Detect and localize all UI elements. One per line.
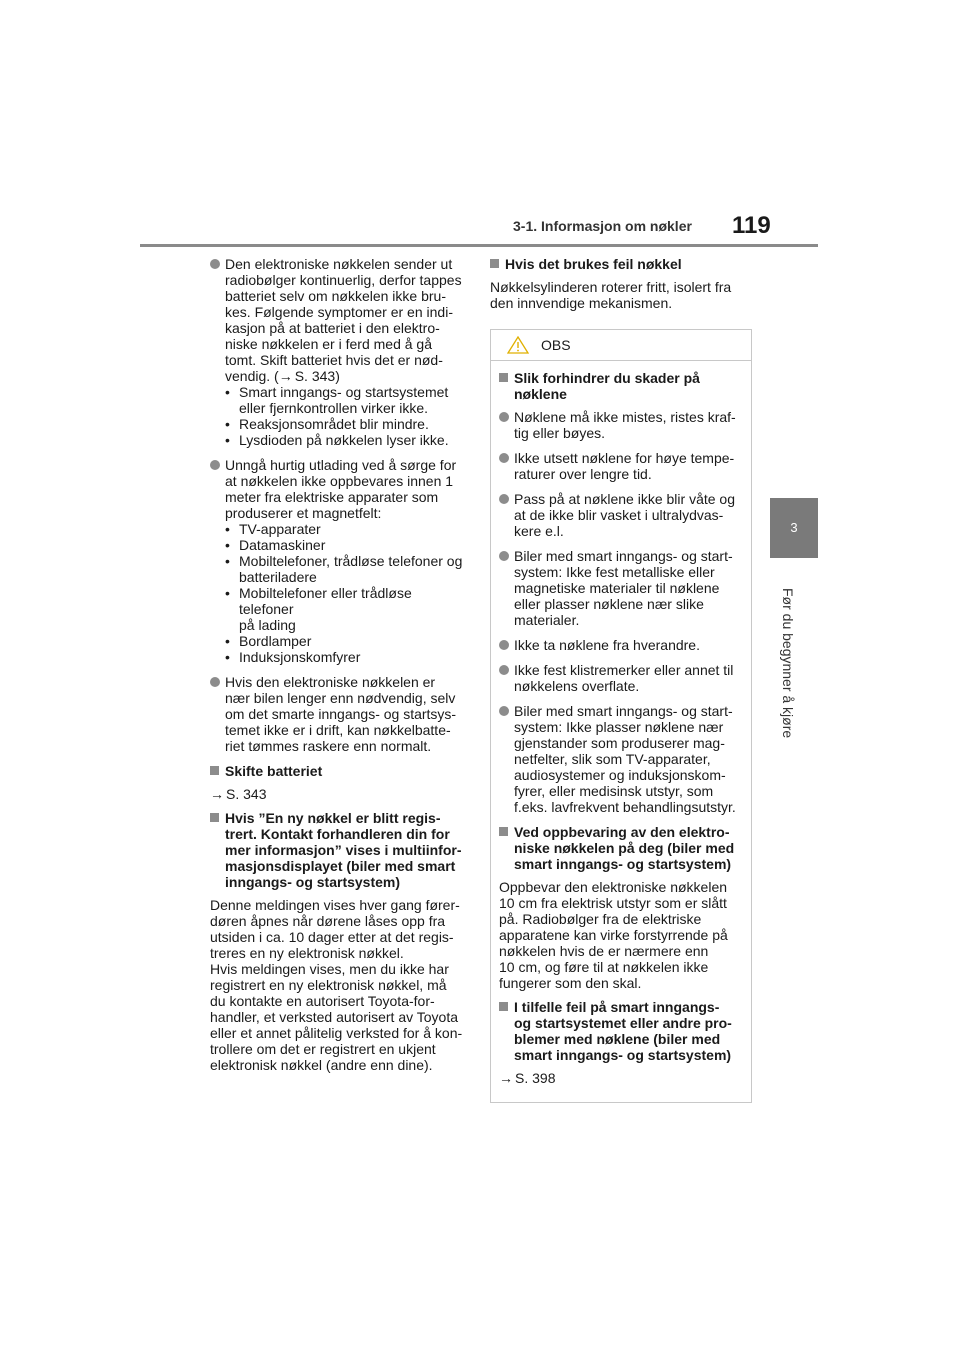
text-line: Nøkkelsylinderen roterer fritt, isolert fra	[490, 279, 732, 295]
text-line: masjonsdisplayet (biler med smart	[225, 858, 456, 874]
bullet-point-icon: •	[225, 537, 230, 553]
bullet-point-icon: •	[225, 649, 230, 665]
text-line: Skifte batteriet	[225, 763, 323, 779]
chapter-title: Før du begynner å kjøre	[780, 588, 796, 739]
arrow-icon: →	[499, 1070, 513, 1086]
text-line: meter fra elektriske apparater som	[225, 489, 439, 505]
text-line: eller fjernkontrollen virker ikke.	[239, 400, 429, 416]
text-line: Biler med smart inngangs- og start-	[514, 548, 733, 564]
text-line: system: Ikke plasser nøklene nær	[514, 719, 724, 735]
text-line: 10 cm, og føre til at nøkkelen ikke	[499, 959, 709, 975]
bullet-avoid-discharge	[210, 457, 468, 665]
text-line: niske nøkkelen på deg (biler med	[514, 840, 735, 856]
text-line: på. Radiobølger fra de elektriske	[499, 911, 702, 927]
text-line: og startsystemet eller andre pro-	[514, 1015, 732, 1031]
page-number: 119	[732, 212, 771, 239]
text-line: fyrer, eller medisinsk utstyr, som	[514, 783, 714, 799]
bullet-point-icon: •	[225, 416, 230, 432]
left-column	[210, 256, 468, 1081]
bullet-dot-icon	[210, 259, 220, 269]
list-item	[225, 432, 468, 448]
text-line: kasjon på at batteriet i den elektro-	[225, 320, 440, 336]
bullet-dot-icon	[499, 494, 509, 504]
bullet-dot-icon	[499, 453, 509, 463]
text-line: Mobiltelefoner, trådløse telefoner og	[239, 553, 463, 569]
bullet-point-icon: •	[225, 553, 230, 569]
bullet-point-icon: •	[225, 633, 230, 649]
list-item	[225, 633, 468, 649]
bullet-point-icon: •	[225, 384, 230, 400]
text-line: Oppbevar den elektroniske nøkkelen	[499, 879, 728, 895]
section-title: 3-1. Informasjon om nøkler	[513, 218, 692, 234]
square-marker-icon	[499, 373, 508, 382]
text-line: f.eks. lavfrekvent behandlingsutstyr.	[514, 799, 736, 815]
list-item	[225, 553, 468, 585]
text-line: nøkkelen hvis de er nærmere enn	[499, 943, 709, 959]
text-line: riet tømmes raskere enn normalt.	[225, 738, 432, 754]
caution-bullet	[499, 450, 741, 482]
text-line: materialer.	[514, 612, 580, 628]
text-line: mer informasjon” vises i multiinfor-	[225, 842, 462, 858]
bullet-text	[225, 674, 468, 754]
text-line: 10 cm fra elektrisk utstyr som er slått	[499, 895, 727, 911]
caution-bullet	[499, 662, 741, 694]
text-line: døren åpnes når dørene låses opp fra	[210, 913, 446, 929]
text-line: Nøklene må ikke mistes, ristes kraf-	[514, 409, 736, 425]
text-line: Ikke ta nøklene fra hverandre.	[514, 637, 700, 653]
text-line: tig eller bøyes.	[514, 425, 606, 441]
text-line: Denne meldingen vises hver gang fører-	[210, 897, 460, 913]
square-marker-icon	[210, 766, 219, 775]
bullet-text	[225, 457, 468, 521]
paragraph-wrong-key	[490, 279, 752, 311]
appliance-list	[225, 521, 468, 665]
text-line: produserer et magnetfelt:	[225, 505, 382, 521]
list-item	[225, 649, 468, 665]
text-line: Induksjonskomfyrer	[239, 649, 361, 665]
square-marker-icon	[490, 259, 499, 268]
square-marker-icon	[499, 1002, 508, 1011]
text-line: trollere om det er registrert en ukjent	[210, 1041, 436, 1057]
text-line: Unngå hurtig utlading ved å sørge for	[225, 457, 457, 473]
text-line: Hvis ”En ny nøkkel er blitt regis-	[225, 810, 441, 826]
bullet-dot-icon	[210, 677, 220, 687]
caution-bullet	[499, 409, 741, 441]
text-line: utsiden i ca. 10 dager etter at det regis-	[210, 929, 454, 945]
text-line: Hvis meldingen vises, men du ikke har	[210, 961, 449, 977]
text-line: fungerer som den skal.	[499, 975, 642, 991]
text-line: eller et annet pålitelig verksted for å kon-	[210, 1025, 463, 1041]
text-line: smart inngangs- og startsystem)	[514, 856, 732, 872]
arrow-icon: →	[278, 368, 293, 384]
text-line: Mobiltelefoner eller trådløse telefoner	[239, 585, 412, 617]
heading-prevent-damage	[499, 370, 741, 402]
page-reference[interactable]: → S. 398	[499, 1070, 556, 1086]
text-line: raturer over lengre tid.	[514, 466, 652, 482]
text-line: eller plasser nøklene nær slike	[514, 596, 704, 612]
text-line: tomt. Skift batteriet hvis det er nød-	[225, 352, 443, 368]
symptom-list	[225, 384, 468, 448]
text-line: apparatene kan virke forstyrrende på	[499, 927, 728, 943]
text-line: at de ikke blir vasket i ultralydvas-	[514, 507, 724, 523]
paragraph-new-key-message	[210, 897, 468, 1073]
right-column	[490, 256, 752, 1103]
list-item	[225, 384, 468, 416]
paragraph-carrying-key	[499, 879, 741, 991]
bullet-point-icon: •	[225, 432, 230, 448]
heading-system-malfunction	[499, 999, 741, 1063]
warning-triangle-icon	[507, 336, 529, 354]
text-line: Ikke utsett nøklene for høye tempe-	[514, 450, 735, 466]
text-line: system: Ikke fest metalliske eller	[514, 564, 715, 580]
text-line: treres en ny elektronisk nøkkel.	[210, 945, 404, 961]
bullet-text	[225, 256, 468, 368]
text-line: batteriladere	[239, 569, 317, 585]
list-item	[225, 585, 468, 633]
list-item	[225, 521, 468, 537]
bullet-battery-drains-faster	[210, 674, 468, 754]
square-marker-icon	[210, 813, 219, 822]
text-line: trert. Kontakt forhandleren din for	[225, 826, 450, 842]
text-line: handler, et verksted autorisert av Toyota	[210, 1009, 458, 1025]
text-line: temet ikke er i drift, kan nøkkelbatte-	[225, 722, 451, 738]
text-line: kere e.l.	[514, 523, 564, 539]
text-line: Datamaskiner	[239, 537, 326, 553]
text-line: Bordlamper	[239, 633, 312, 649]
text-line: på lading	[239, 617, 296, 633]
caution-bullet-list	[499, 409, 741, 815]
text-line: Smart inngangs- og startsystemet	[239, 384, 449, 400]
list-item	[225, 416, 468, 432]
bullet-dot-icon	[499, 665, 509, 675]
text-line: Ikke fest klistremerker eller annet til	[514, 662, 734, 678]
list-item	[225, 537, 468, 553]
caution-body	[491, 361, 751, 1102]
text-line: Biler med smart inngangs- og start-	[514, 703, 733, 719]
heading-wrong-key	[490, 256, 752, 272]
bullet-dot-icon	[499, 412, 509, 422]
text-line: radiobølger kontinuerlig, derfor tappes	[225, 272, 462, 288]
page-reference[interactable]: vendig. (→ S. 343)	[225, 368, 340, 384]
text-line: Lysdioden på nøkkelen lyser ikke.	[239, 432, 449, 448]
text-line: du kontakte en autorisert Toyota-for-	[210, 993, 435, 1009]
text-line: inngangs- og startsystem)	[225, 874, 401, 890]
text-line: TV-apparater	[239, 521, 321, 537]
bullet-battery-drain	[210, 256, 468, 448]
text-line: elektronisk nøkkel (andre enn dine).	[210, 1057, 433, 1073]
caution-bullet	[499, 491, 741, 539]
text-line: registrert en ny elektronisk nøkkel, må	[210, 977, 447, 993]
heading-new-key-registered	[210, 810, 468, 890]
text-line: I tilfelle feil på smart inngangs-	[514, 999, 720, 1015]
heading-change-battery	[210, 763, 468, 779]
bullet-dot-icon	[210, 460, 220, 470]
caution-bullet	[499, 637, 741, 653]
text-line: nær bilen lenger enn nødvendig, selv	[225, 690, 456, 706]
text-line: gjenstander som produserer mag-	[514, 735, 725, 751]
text-line: Ved oppbevaring av den elektro-	[514, 824, 730, 840]
text-line: Den elektroniske nøkkelen sender ut	[225, 256, 453, 272]
text-line: magnetiske materialer til nøklene	[514, 580, 720, 596]
text-line: batteriet selv om nøkkelen ikke bru-	[225, 288, 446, 304]
bullet-point-icon: •	[225, 521, 230, 537]
header-rule	[140, 244, 818, 247]
caution-bullet	[499, 548, 741, 628]
text-line: Reaksjonsområdet blir mindre.	[239, 416, 429, 432]
caution-box	[490, 329, 752, 1103]
text-line: Hvis den elektroniske nøkkelen er	[225, 674, 436, 690]
text-line: Pass på at nøklene ikke blir våte og	[514, 491, 736, 507]
caution-header	[491, 330, 751, 361]
caution-label: OBS	[541, 337, 571, 353]
text-line: netfelter, slik som TV-apparater,	[514, 751, 711, 767]
text-line: blemer med nøklene (biler med	[514, 1031, 721, 1047]
page-reference[interactable]: → S. 343	[210, 786, 267, 802]
text-line: nøkkelens overflate.	[514, 678, 640, 694]
square-marker-icon	[499, 827, 508, 836]
text-line: audiosystemer og induksjonskom-	[514, 767, 726, 783]
bullet-dot-icon	[499, 551, 509, 561]
text-line: om det smarte inngangs- og startsys-	[225, 706, 457, 722]
text-line: niske nøkkelen er i ferd med å gå	[225, 336, 432, 352]
text-line: den innvendige mekanismen.	[490, 295, 673, 311]
chapter-tab	[770, 498, 818, 558]
text-line: Hvis det brukes feil nøkkel	[505, 256, 682, 272]
caution-bullet	[499, 703, 741, 815]
bullet-point-icon: •	[225, 585, 230, 601]
text-line: at nøkkelen ikke oppbevares innen 1	[225, 473, 454, 489]
text-line: smart inngangs- og startsystem)	[514, 1047, 732, 1063]
text-line: kes. Følgende symptomer er en indi-	[225, 304, 453, 320]
heading-carrying-key	[499, 824, 741, 872]
arrow-icon: →	[210, 786, 224, 802]
chapter-number: 3	[790, 520, 798, 535]
bullet-dot-icon	[499, 640, 509, 650]
text-line: Slik forhindrer du skader på	[514, 370, 700, 386]
bullet-dot-icon	[499, 706, 509, 716]
text-line: nøklene	[514, 386, 567, 402]
